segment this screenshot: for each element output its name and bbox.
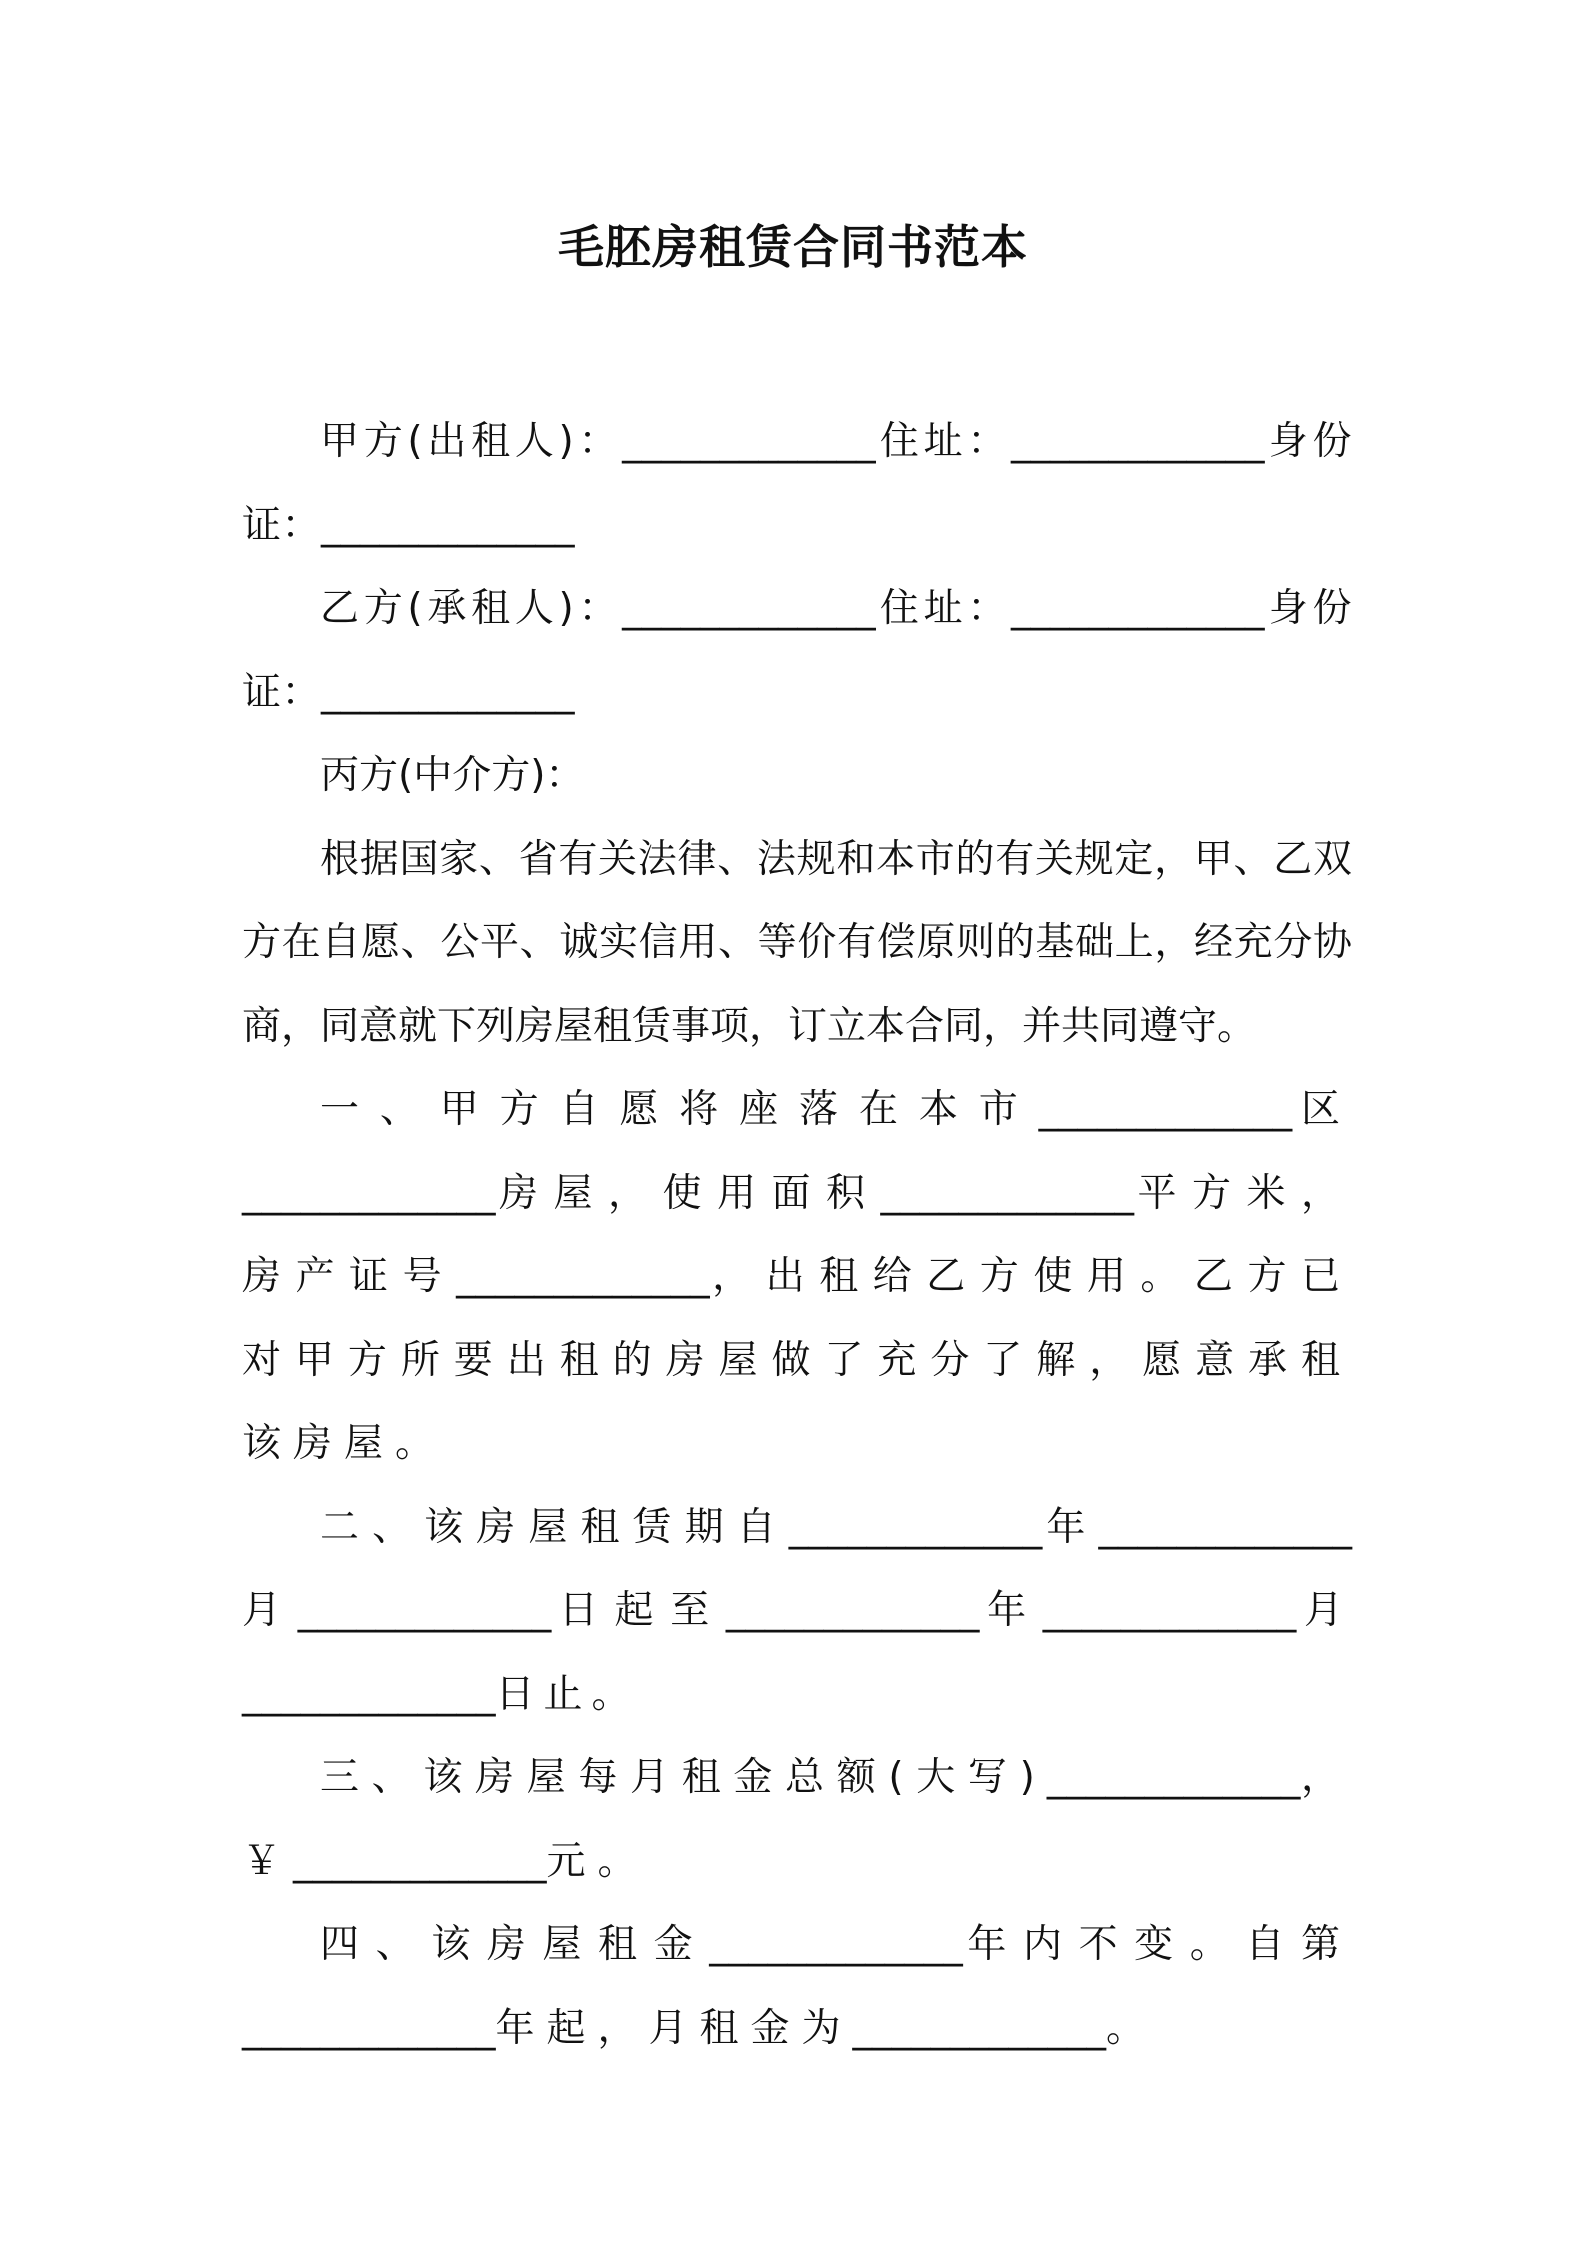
clause-1-text: 一、甲方自愿将座落在本市 <box>320 1087 1039 1132</box>
clause-2-end-label: 日止。 <box>495 1671 640 1717</box>
clause-4-text: 四、该房屋租金 <box>320 1922 710 1967</box>
clause-1-tail: ，出租给乙方使用。乙方已对甲方所要出租的房屋做了充分了解，愿意承租该房屋。 <box>242 1254 1352 1466</box>
clause-3-paragraph <box>242 1736 1352 1903</box>
party-a-id-blank: _____________ <box>321 502 575 548</box>
clause-3-unit: 元。 <box>546 1838 649 1884</box>
clause-1-district-blank: _____________ <box>1038 1087 1293 1132</box>
clause-3-amount-blank: _____________ <box>293 1838 547 1884</box>
clause-1-district-label: 区 <box>1292 1087 1352 1132</box>
clause-2-end-day-blank: _____________ <box>242 1671 496 1717</box>
clause-4-paragraph <box>242 1903 1352 2070</box>
party-b-name-blank: _____________ <box>622 586 876 631</box>
clause-3-text: 三、该房屋每月租金总额(大写) <box>320 1755 1047 1800</box>
party-a-label: 甲方(出租人)： <box>320 419 623 464</box>
clause-4-mid: 年内不变。自第 <box>962 1922 1352 1967</box>
clause-1-cert-blank: _____________ <box>456 1254 710 1299</box>
clause-4-years-blank: _____________ <box>709 1922 963 1967</box>
clause-2-text: 二、该房屋租赁期自 <box>320 1504 789 1550</box>
clause-1-area-blank: _____________ <box>880 1170 1134 1216</box>
party-a-address-blank: _____________ <box>1011 419 1265 464</box>
clause-1-paragraph <box>242 1068 1352 1486</box>
document-body <box>242 400 1352 2070</box>
clause-1-cert-label: 平方米，房产证号 <box>242 1170 1352 1299</box>
party-c-paragraph <box>242 734 1352 818</box>
clause-3-currency: ￥ <box>242 1838 294 1884</box>
party-a-address-label: 住址： <box>875 419 1012 464</box>
party-b-id-blank: _____________ <box>321 669 575 715</box>
clause-2-end-year-blank: _____________ <box>725 1588 980 1633</box>
clause-4-start-year-blank: _____________ <box>242 2005 496 2051</box>
clause-3-comma: ， <box>1300 1755 1352 1800</box>
clause-2-end-year-label: 年 <box>979 1588 1043 1633</box>
clause-1-area-label: 房屋，使用面积 <box>495 1170 881 1216</box>
clause-4-rent-blank: _____________ <box>852 2005 1107 2051</box>
document-title: 毛胚房租赁合同书范本 <box>558 220 1028 274</box>
party-b-paragraph <box>242 567 1352 734</box>
clause-2-month-label: 月 <box>242 1588 298 1633</box>
clause-3-amount-words-blank: _____________ <box>1046 1755 1301 1800</box>
party-b-address-label: 住址： <box>875 586 1012 631</box>
clause-2-start-month-blank: _____________ <box>1098 1504 1352 1550</box>
clause-2-year-label: 年 <box>1042 1504 1099 1550</box>
clause-2-start-year-blank: _____________ <box>788 1504 1043 1550</box>
party-a-name-blank: _____________ <box>622 419 876 464</box>
clause-2-end-month-blank: _____________ <box>1042 1588 1297 1633</box>
clause-4-period: 。 <box>1106 2005 1158 2051</box>
party-b-address-blank: _____________ <box>1011 586 1265 631</box>
preamble-paragraph: 根据国家、省有关法律、法规和本市的有关规定，甲、乙双方在自愿、公平、诚实信用、等价有偿原则的基础上，经充分协商，同意就下列房屋租赁事项，订立本合同，并共同遵守。 <box>242 836 1352 1049</box>
party-c-label: 丙方(中介方)： <box>320 753 585 798</box>
party-b-label: 乙方(承租人)： <box>320 586 623 631</box>
clause-4-rent-label: 年起，月租金为 <box>495 2005 853 2051</box>
party-a-id-label: 身份证： <box>242 419 1352 548</box>
clause-2-start-day-blank: _____________ <box>297 1588 552 1633</box>
clause-1-address-blank: _____________ <box>242 1170 496 1216</box>
clause-2-paragraph <box>242 1486 1352 1737</box>
clause-2-end-month-label: 月 <box>1296 1588 1352 1633</box>
party-a-paragraph <box>242 400 1352 567</box>
party-b-id-label: 身份证： <box>242 586 1352 715</box>
clause-2-from-label: 日起至 <box>551 1588 726 1633</box>
